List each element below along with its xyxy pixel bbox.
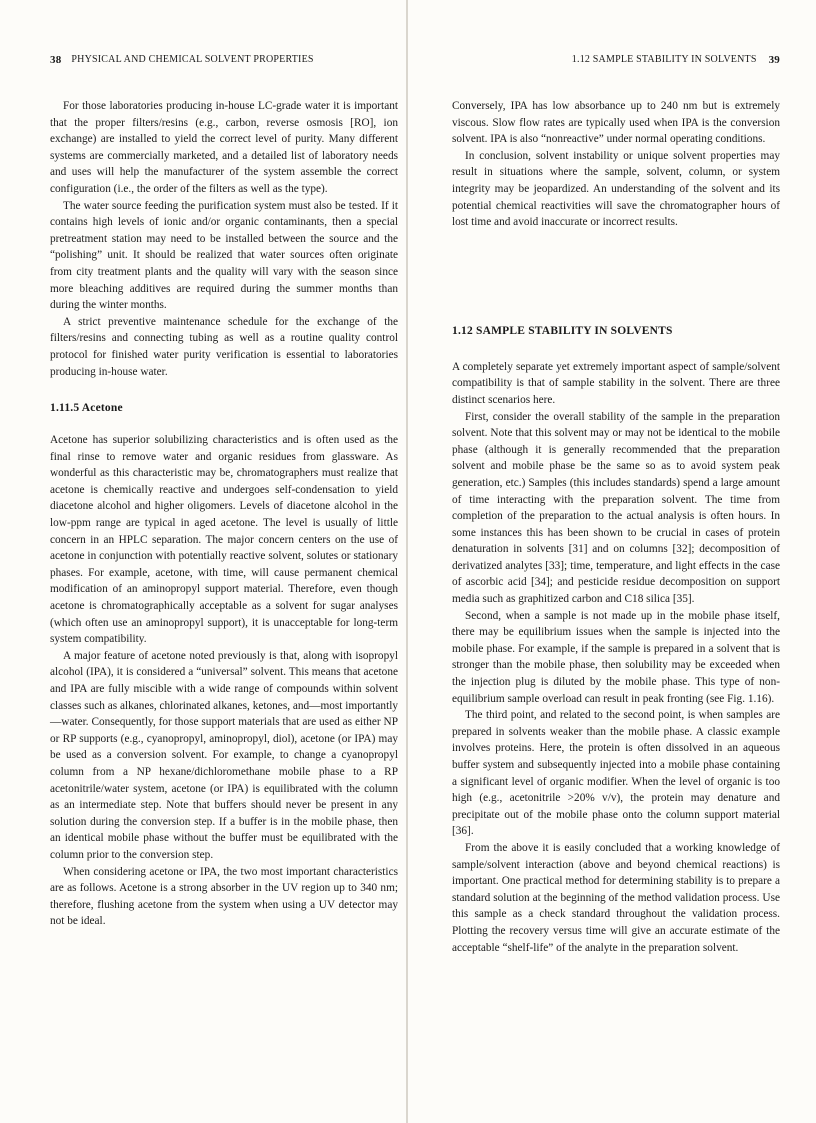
- right-paragraph-2: In conclusion, solvent instability or unique solvent properties may result in situations where the sample, solvent, column, or system integrity may be jeopardized. An understanding of the solvent and its potential chemical reactivities will save the chromatographer hours of lost time and avoid inaccurate or incorrect results.: [452, 149, 780, 229]
- left-running-head: [50, 52, 398, 68]
- left-paragraph-1: For those laboratories producing in-house LC-grade water it is important that the proper filters/resins (e.g., carbon, reverse osmosis [RO], ion exchange) are installed to yield the correct level of purity. Many different systems are commercially marketed, and a detailed list of laboratory needs and uses will help the manufacturer of the system assemble the correct configuration (i.e., the order of the filters as well as the type).: [50, 100, 398, 195]
- right-running-head: [452, 52, 780, 68]
- acetone-paragraph-1: Acetone has superior solubilizing characteristics and is often used as the final rinse to remove water and organic residues from glassware. As wonderful as this characteristic may be, chromatographers must realize that acetone is chemically reactive and undergoes self-condensation to yield diacetone alcohol and higher oligomers. Levels of diacetone alcohol in the low-ppm range are typical in aged acetone. The level is usually of little concern in an HPLC separation. The major concern centers on the use of acetone in conjunction with potentially reactive solvent, solutes or stationary phases. For example, acetone, with time, will cause permanent chemical modification of an aminopropyl support material. Therefore, even though acetone is chromatographically acceptable as a solvent for sugar analyses (which often use an aminopropyl support), it is unacceptable for long-term system compatibility.: [50, 434, 398, 646]
- stability-paragraph-2: First, consider the overall stability of the sample in the preparation solvent. Note that this solvent may or may not be identical to the mobile phase (although it is generally recommended that the preparation solvent and mobile phase be the same so as to avoid system peak generation, etc.) Samples (this includes standards) spend a large amount of time interacting with the preparation solvent. The time from completion of the preparation to the actual analysis is often hours. In some instances this has been shown to be crucial in cases of protein denaturation in solvents [31] and on columns [32]; decomposition of derivatized analytes [33]; time, temperature, and light effects in the case of ascorbic acid [34]; and pesticide residue decomposition on support media such as graphitized carbon and C18 silica [35].: [452, 410, 780, 606]
- acetone-paragraph-2: A major feature of acetone noted previously is that, along with isopropyl alcohol (IPA), it is considered a “universal” solvent. This means that acetone and IPA are fully miscible with a wide range of compounds within solvent classes such as alkanes, chlorinated alkanes, ketones, and—most importantly—water. Consequently, for those support materials that are used as either NP or RP supports (e.g., cyanopropyl, aminopropyl, diol), acetone (or IPA) may be used as a conversion solvent. For example, to change a cyanopropyl column from a NP hexane/dichloromethane mobile phase to a RP acetonitrile/water system, acetone (or IPA) is equilibrated with the column as an intermediate step. Note that buffers should never be present in any solution during the conversion step. If a buffer is in the mobile phase, then an identical mobile phase without the buffer must be equilibrated with the column prior to the conversion step.: [50, 649, 398, 861]
- stability-paragraph-1: A completely separate yet extremely important aspect of sample/solvent compatibility is that of sample stability in the solvent. There are three distinct scenarios here.: [452, 360, 780, 406]
- left-running-title: PHYSICAL AND CHEMICAL SOLVENT PROPERTIES: [71, 54, 314, 65]
- left-paragraph-2: The water source feeding the purification system must also be tested. If it contains high levels of ionic and/or organic contaminants, then a special pretreatment station may need to be installed between the source and the “polishing” unit. It should be realized that water sources often originate from city treatment plants and the quality will vary with the season since more bleaching additives are required during the summer months than during the winter months.: [50, 199, 398, 312]
- right-page-number: 39: [768, 54, 780, 66]
- right-paragraph-1: Conversely, IPA has low absorbance up to 240 nm but is extremely viscous. Slow flow rates are typically used when IPA is the conversion solvent. IPA is also “nonreactive” under normal operating conditions.: [452, 100, 780, 146]
- right-page: [408, 0, 816, 1123]
- section-heading-acetone: 1.11.5 Acetone: [50, 402, 123, 415]
- stability-paragraph-3: Second, when a sample is not made up in the mobile phase itself, there may be equilibrium issues when the sample is injected into the mobile phase. For example, if the sample is prepared in a solvent that is stronger than the mobile phase, then solubility may be exceeded when the injection plug is diluted by the mobile phase. This type of non-equilibrium sample overload can result in peak fronting (see Fig. 1.16).: [452, 609, 780, 705]
- stability-paragraph-5: From the above it is easily concluded that a working knowledge of sample/solvent interaction (above and beyond chemical reactions) is important. One practical method for determining stability is to prepare a standard solution at the beginning of the method validation process. Use this sample as a check standard throughout the validation process. Plotting the recovery versus time will give an accurate estimate of the acceptable “shelf-life” of the analyte in the preparation solvent.: [452, 841, 780, 954]
- stability-paragraph-4: The third point, and related to the second point, is when samples are prepared in solvents weaker than the mobile phase. A classic example involves proteins. Here, the protein is often dissolved in an aqueous buffer system and subsequently injected into a mobile phase containing a significant level of organic modifier. When the level of organic is too high (e.g., acetonitrile >20% v/v), the protein may denature and precipitate out of the mobile phase onto the column support material [36].: [452, 709, 780, 838]
- acetone-paragraph-3: When considering acetone or IPA, the two most important characteristics are as follows. Acetone is a strong absorber in the UV region up to 340 nm; therefore, flushing acetone from the system when using a UV detector may not be ideal.: [50, 865, 398, 928]
- left-page-number: 38: [50, 54, 62, 66]
- section-heading-sample-stability: 1.12 SAMPLE STABILITY IN SOLVENTS: [452, 324, 673, 337]
- left-paragraph-3: A strict preventive maintenance schedule for the exchange of the filters/resins and connecting tubing as well as a routine quality control protocol for finished water purity verification is essential to laboratories producing in-house water.: [50, 315, 398, 378]
- right-running-title: 1.12 SAMPLE STABILITY IN SOLVENTS: [571, 54, 757, 65]
